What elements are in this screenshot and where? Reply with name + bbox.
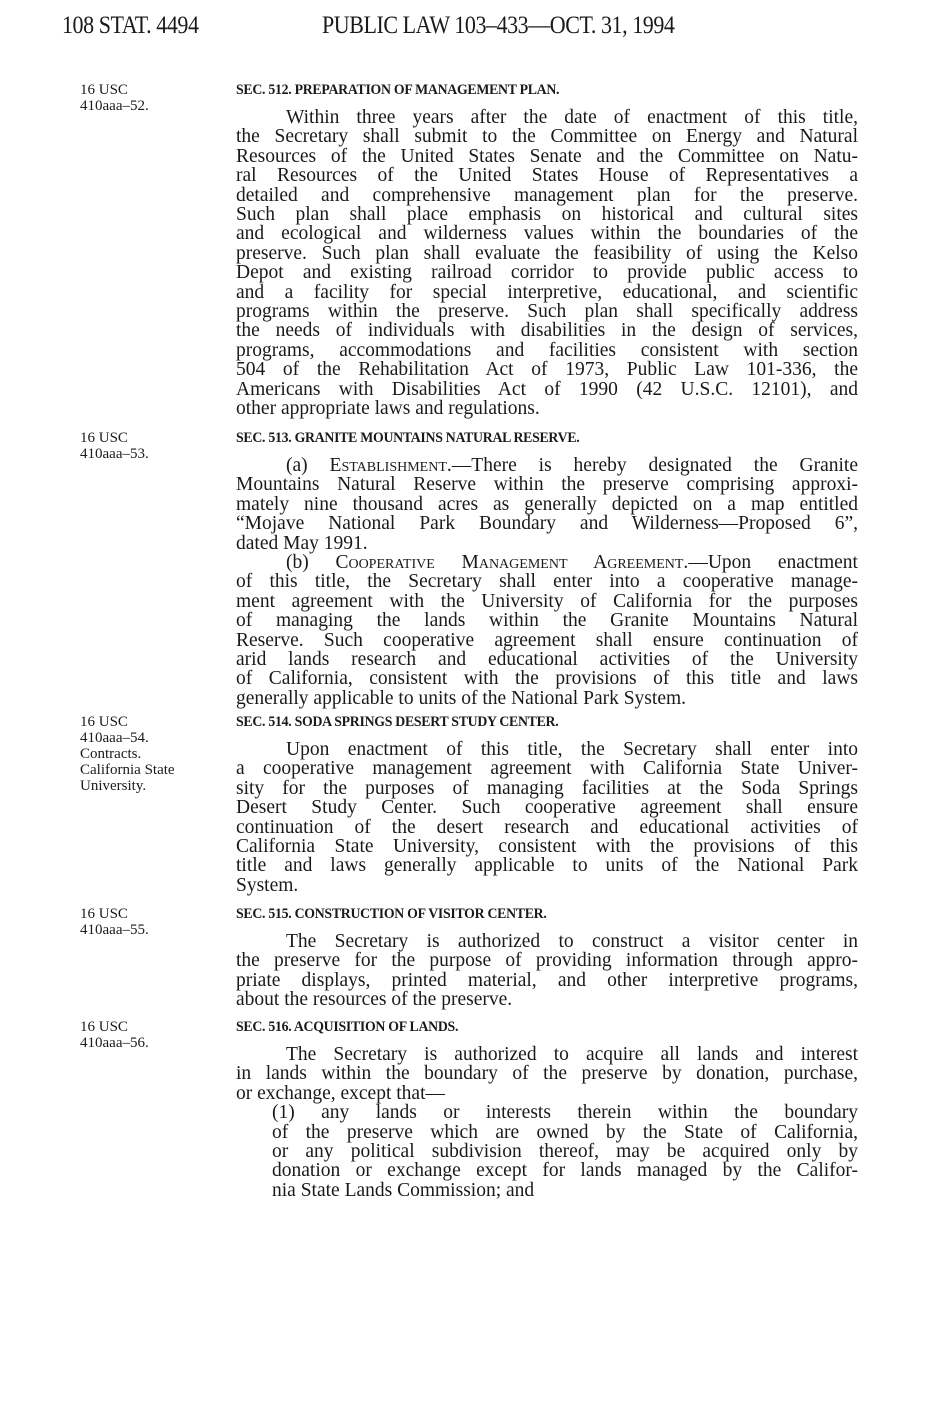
paragraph bbox=[236, 1045, 858, 1103]
page-stat-number: 108 STAT. 4494 bbox=[62, 12, 199, 39]
text-line: (a) Establishment.—There is hereby designated the Granite bbox=[286, 455, 858, 476]
section-body bbox=[236, 456, 858, 708]
text-line: continuation of the desert research and educational activities of bbox=[236, 816, 858, 838]
text-line: in lands within the boundary of the preserve by donation, purchase, bbox=[236, 1063, 858, 1085]
text-line: programs within the preserve. Such plan shall specifically address bbox=[236, 301, 858, 323]
margin-note bbox=[80, 1019, 149, 1051]
paragraph-label: (b) bbox=[286, 552, 336, 574]
text-line: Depot and existing railroad corridor to provide public access to bbox=[236, 262, 858, 284]
text-line: of this title, the Secretary shall enter into a cooperative manage- bbox=[236, 571, 858, 593]
section-heading: SEC. 514. SODA SPRINGS DESERT STUDY CENTER. bbox=[236, 714, 559, 730]
text-line: of the preserve which are owned by the State of California, bbox=[272, 1121, 858, 1143]
margin-note bbox=[80, 906, 149, 938]
text-line: donation or exchange except for lands managed by the Califor- bbox=[272, 1160, 858, 1182]
margin-note bbox=[80, 430, 149, 462]
text-line: Americans with Disabilities Act of 1990 (42 U.S.C. 12101), and bbox=[236, 378, 858, 400]
text-line: Mountains Natural Reserve within the preserve comprising approxi- bbox=[236, 474, 858, 496]
paragraph bbox=[236, 932, 858, 1010]
text-line: California State University, consistent with the provisions of this bbox=[236, 836, 858, 858]
section-heading: SEC. 516. ACQUISITION OF LANDS. bbox=[236, 1019, 459, 1035]
margin-note-line: Contracts. bbox=[80, 746, 142, 762]
text-line: and ecological and wilderness values within the boundaries of the bbox=[236, 223, 858, 245]
section-heading: SEC. 515. CONSTRUCTION OF VISITOR CENTER. bbox=[236, 906, 547, 922]
margin-note-line: 16 USC bbox=[80, 1019, 128, 1035]
text-line: a cooperative management agreement with California State Univer- bbox=[236, 758, 858, 780]
text-line: programs, accommodations and facilities consistent with section bbox=[236, 339, 858, 361]
text-line: priate displays, printed material, and other interpretive programs, bbox=[236, 969, 858, 991]
text-line: (b) Cooperative Management Agreement.—Upon enactment bbox=[286, 552, 858, 574]
margin-note-line: 16 USC bbox=[80, 82, 128, 98]
text-line: mately nine thousand acres as generally depicted on a map entitled bbox=[236, 493, 858, 515]
text-line: The Secretary is authorized to construct a visitor center in bbox=[286, 931, 858, 952]
text-line: ment agreement with the University of California for the purposes bbox=[236, 590, 858, 612]
text-line: sity for the purposes of managing facilities at the Soda Springs bbox=[236, 777, 858, 799]
margin-note-line: 410aaa–54. bbox=[80, 730, 149, 746]
section-body bbox=[236, 740, 858, 895]
margin-note-line: University. bbox=[80, 778, 147, 794]
text-line: the Secretary shall submit to the Committee on Energy and Natural bbox=[236, 126, 858, 148]
text-line: other appropriate laws and regulations. bbox=[236, 398, 540, 420]
text-line: of managing the lands within the Granite Mountains Natural bbox=[236, 610, 858, 632]
margin-note-line: 410aaa–53. bbox=[80, 446, 149, 462]
text-line: Within three years after the date of enactment of this title, bbox=[286, 107, 858, 128]
text-line: of California, consistent with the provisions of this title and laws bbox=[236, 668, 858, 690]
text-line: the preserve for the purpose of providing information through appro- bbox=[236, 950, 858, 972]
paragraph bbox=[236, 740, 858, 895]
paragraph-caption: Establishment. bbox=[329, 455, 452, 476]
text-line: Upon enactment of this title, the Secretary shall enter into bbox=[286, 739, 858, 760]
margin-note-line: California State bbox=[80, 762, 175, 778]
section-body bbox=[236, 932, 858, 1010]
list-item bbox=[272, 1103, 858, 1200]
text-line: or exchange, except that— bbox=[236, 1082, 445, 1104]
text-line: The Secretary is authorized to acquire all lands and interest bbox=[286, 1044, 858, 1065]
text-line: and a facility for special interpretive, educational, and scientific bbox=[236, 281, 858, 303]
margin-note bbox=[80, 82, 149, 114]
text-line: ral Resources of the United States House of Representatives a bbox=[236, 165, 858, 187]
text-line: “Mojave National Park Boundary and Wilderness—Proposed 6”, bbox=[236, 513, 858, 535]
text-line: detailed and comprehensive management plan for the preserve. bbox=[236, 184, 858, 206]
margin-note-line: 410aaa–55. bbox=[80, 922, 149, 938]
text-line: Reserve. Such cooperative agreement shall ensure continuation of bbox=[236, 629, 858, 651]
text-line: nia State Lands Commission; and bbox=[272, 1179, 535, 1201]
margin-note-line: 16 USC bbox=[80, 430, 128, 446]
section-heading: SEC. 512. PREPARATION OF MANAGEMENT PLAN. bbox=[236, 82, 560, 98]
paragraph-label: (a) bbox=[286, 455, 330, 476]
section-body bbox=[236, 1045, 858, 1200]
paragraph bbox=[236, 456, 858, 553]
text-line: or any political subdivision thereof, may be acquired only by bbox=[272, 1141, 858, 1163]
text-line: arid lands research and educational activities of the University bbox=[236, 649, 858, 671]
paragraph bbox=[236, 108, 858, 419]
text-line: Resources of the United States Senate and the Committee on Natu- bbox=[236, 145, 858, 167]
margin-note-line: 410aaa–52. bbox=[80, 98, 149, 114]
text-line: 504 of the Rehabilitation Act of 1973, Public Law 101-336, the bbox=[236, 359, 858, 381]
text-line: dated May 1991. bbox=[236, 532, 368, 554]
margin-note-line: 410aaa–56. bbox=[80, 1035, 149, 1051]
text-line: about the resources of the preserve. bbox=[236, 989, 513, 1011]
text-line: Desert Study Center. Such cooperative agreement shall ensure bbox=[236, 797, 858, 819]
text-line: (1) any lands or interests therein within the boundary bbox=[272, 1102, 858, 1124]
text-line: generally applicable to units of the National Park System. bbox=[236, 687, 687, 709]
margin-note-line: 16 USC bbox=[80, 906, 128, 922]
section-heading: SEC. 513. GRANITE MOUNTAINS NATURAL RESERVE. bbox=[236, 430, 580, 446]
text-line: the needs of individuals with disabilities in the design of services, bbox=[236, 320, 858, 342]
text-line: System. bbox=[236, 874, 299, 896]
running-head-title: PUBLIC LAW 103–433—OCT. 31, 1994 bbox=[322, 12, 675, 39]
section-body bbox=[236, 108, 858, 419]
paragraph bbox=[236, 553, 858, 708]
text-line: Such plan shall place emphasis on historical and cultural sites bbox=[236, 204, 858, 226]
paragraph-caption: Cooperative Management Agreement. bbox=[335, 552, 689, 574]
text-line: preserve. Such plan shall evaluate the feasibility of using the Kelso bbox=[236, 242, 858, 264]
margin-note bbox=[80, 714, 175, 794]
text-line: title and laws generally applicable to units of the National Park bbox=[236, 855, 858, 877]
margin-note-line: 16 USC bbox=[80, 714, 128, 730]
